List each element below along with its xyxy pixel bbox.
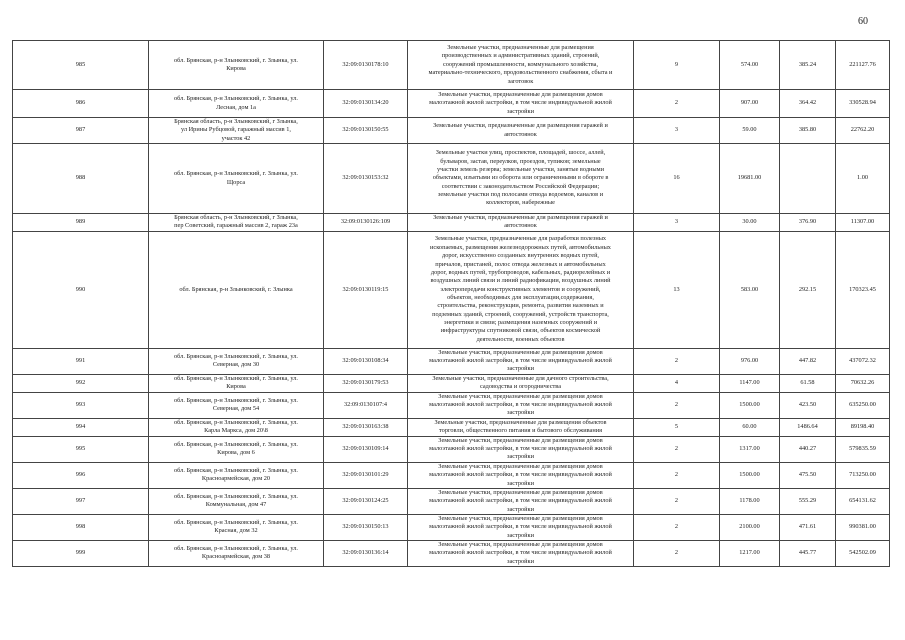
cadastral-value: 635250.00: [836, 392, 890, 418]
table-row: [13, 231, 890, 348]
permitted-use: Земельные участки, предназначенные для размещения домов малоэтажной жилой застройки, в том числе индивидуальной жилой застройки: [408, 540, 634, 566]
parcel-area: 59.00: [720, 118, 780, 144]
table-row: [13, 514, 890, 540]
specific-value: 61.58: [780, 374, 836, 392]
row-number: 988: [13, 144, 149, 214]
parcel-address: обл. Брянская, р-н Злынковский, г. Злынка, ул. Красная, дом 32: [149, 514, 324, 540]
parcel-area: 1147.00: [720, 374, 780, 392]
row-number: 999: [13, 540, 149, 566]
parcel-area: 1217.00: [720, 540, 780, 566]
use-group: 2: [634, 462, 720, 488]
specific-value: 423.50: [780, 392, 836, 418]
row-number: 987: [13, 118, 149, 144]
parcel-area: 574.00: [720, 41, 780, 90]
row-number: 992: [13, 374, 149, 392]
cadastral-number: 32:09:0130134:20: [324, 90, 408, 118]
use-group: 16: [634, 144, 720, 214]
cadastral-number: 32:09:0130179:53: [324, 374, 408, 392]
row-number: 997: [13, 488, 149, 514]
use-group: 2: [634, 348, 720, 374]
cadastral-number: 32:09:0130119:15: [324, 231, 408, 348]
parcel-address: обл. Брянская, р-н Злынковский, г. Злынка, ул. Лесная, дом 1а: [149, 90, 324, 118]
row-number: 986: [13, 90, 149, 118]
use-group: 2: [634, 90, 720, 118]
specific-value: 364.42: [780, 90, 836, 118]
permitted-use: Земельные участки, предназначенные для размещения домов малоэтажной жилой застройки, в том числе индивидуальной жилой застройки: [408, 488, 634, 514]
cadastral-value: 221127.76: [836, 41, 890, 90]
parcel-address: обл. Брянская, р-н Злынковский, г. Злынка: [149, 231, 324, 348]
cadastral-value: 1.00: [836, 144, 890, 214]
parcel-address: обл. Брянская, р-н Злынковский, г. Злынка, ул. Коммунальная, дом 47: [149, 488, 324, 514]
permitted-use: Земельные участки, предназначенные для дачного строительства, садоводства и огородничества: [408, 374, 634, 392]
parcel-address: обл. Брянская, р-н Злынковский, г. Злынка, ул. Красноармейская, дом 20: [149, 462, 324, 488]
row-number: 989: [13, 214, 149, 232]
row-number: 993: [13, 392, 149, 418]
parcel-address: обл. Брянская, р-н Злынковский, г. Злынка, ул. Карла Маркса, дом 20\8: [149, 418, 324, 436]
cadastral-number: 32:09:0130163:38: [324, 418, 408, 436]
parcel-address: обл. Брянская, р-н Злынковский, г. Злынка, ул. Северная, дом 30: [149, 348, 324, 374]
specific-value: 447.82: [780, 348, 836, 374]
permitted-use: Земельные участки, предназначенные для размещения домов малоэтажной жилой застройки, в том числе индивидуальной жилой застройки: [408, 90, 634, 118]
use-group: 2: [634, 540, 720, 566]
cadastral-number: 32:09:0130126:109: [324, 214, 408, 232]
parcel-area: 2100.00: [720, 514, 780, 540]
parcel-area: 583.00: [720, 231, 780, 348]
cadastral-value: 713250.00: [836, 462, 890, 488]
parcel-area: 1500.00: [720, 392, 780, 418]
specific-value: 385.80: [780, 118, 836, 144]
table-row: [13, 348, 890, 374]
use-group: 9: [634, 41, 720, 90]
parcel-area: 1317.00: [720, 436, 780, 462]
permitted-use: Земельные участки, предназначенные для размещения домов малоэтажной жилой застройки, в том числе индивидуальной жилой застройки: [408, 462, 634, 488]
parcel-address: обл. Брянская, р-н Злынковский, г. Злынка, ул. Кирова: [149, 374, 324, 392]
parcel-address: обл. Брянская, р-н Злынковский, г. Злынка, ул. Северная, дом 54: [149, 392, 324, 418]
row-number: 985: [13, 41, 149, 90]
page-number: 60: [858, 16, 868, 27]
specific-value: 1486.64: [780, 418, 836, 436]
specific-value: 475.50: [780, 462, 836, 488]
parcel-area: 1500.00: [720, 462, 780, 488]
table-row: [13, 90, 890, 118]
row-number: 995: [13, 436, 149, 462]
specific-value: 292.15: [780, 231, 836, 348]
permitted-use: Земельные участки, предназначенные для размещения гаражей и автостоянок: [408, 214, 634, 232]
use-group: 13: [634, 231, 720, 348]
permitted-use: Земельные участки, предназначенные для размещения домов малоэтажной жилой застройки, в том числе индивидуальной жилой застройки: [408, 348, 634, 374]
parcel-address: обл. Брянская, р-н Злынковский, г. Злынка, ул. Кирова: [149, 41, 324, 90]
cadastral-number: 32:09:0130178:10: [324, 41, 408, 90]
cadastral-number: 32:09:0130136:14: [324, 540, 408, 566]
table-row: [13, 144, 890, 214]
table-row: [13, 214, 890, 232]
specific-value: 445.77: [780, 540, 836, 566]
parcel-area: 60.00: [720, 418, 780, 436]
row-number: 998: [13, 514, 149, 540]
use-group: 2: [634, 488, 720, 514]
specific-value: 385.24: [780, 41, 836, 90]
specific-value: 555.29: [780, 488, 836, 514]
parcel-area: 907.00: [720, 90, 780, 118]
use-group: 3: [634, 214, 720, 232]
cadastral-value: 11307.00: [836, 214, 890, 232]
row-number: 991: [13, 348, 149, 374]
use-group: 5: [634, 418, 720, 436]
table-row: [13, 540, 890, 566]
row-number: 990: [13, 231, 149, 348]
specific-value: [780, 144, 836, 214]
use-group: 2: [634, 514, 720, 540]
cadastral-value: 579835.59: [836, 436, 890, 462]
parcel-address: обл. Брянская, р-н Злынковский, г. Злынка, ул. Щорса: [149, 144, 324, 214]
cadastral-value: 22762.20: [836, 118, 890, 144]
cadastral-value: 990381.00: [836, 514, 890, 540]
parcel-area: 1178.00: [720, 488, 780, 514]
use-group: 2: [634, 392, 720, 418]
cadastral-number: 32:09:0130153:32: [324, 144, 408, 214]
parcel-address: обл. Брянская, р-н Злынковский, г. Злынка, ул. Кирова, дом 6: [149, 436, 324, 462]
specific-value: 376.90: [780, 214, 836, 232]
use-group: 4: [634, 374, 720, 392]
parcel-area: 976.00: [720, 348, 780, 374]
permitted-use: Земельные участки, предназначенные для размещения домов малоэтажной жилой застройки, в том числе индивидуальной жилой застройки: [408, 436, 634, 462]
permitted-use: Земельные участки, предназначенные для размещения домов малоэтажной жилой застройки, в том числе индивидуальной жилой застройки: [408, 514, 634, 540]
permitted-use: Земельные участки, предназначенные для разработки полезных ископаемых, размещения железнодорожных путей, автомобильных дорог, искусственно созданных внутренних водных путей, причалов, пристаней, полос отвода железных и автомобильных дорог, водных путей, трубопроводов, кабельных, радиорелейных и воздушных линий связи и линий радиофикации, воздушных линий электропередачи конструктивных элементов и сооружений, объектов, необходимых для эксплуатации,содержания, строительства, реконструкции, ремонта, развития наземных и подземных зданий, строений, сооружений, устройств транспорта, энергетики и связи; размещения наземных сооружений и инфраструктуры спутниковой связи, объектов космической деятельности, военных объектов: [408, 231, 634, 348]
cadastral-number: 32:09:0130124:25: [324, 488, 408, 514]
cadastral-number: 32:09:0130109:14: [324, 436, 408, 462]
parcel-area: 30.00: [720, 214, 780, 232]
cadastral-value: 89198.40: [836, 418, 890, 436]
use-group: 3: [634, 118, 720, 144]
cadastral-number: 32:09:0130107:4: [324, 392, 408, 418]
parcel-address: Брянская область, р-н Злынковский, г Злынка, ул Ирины Рубцовой, гаражный массив 1, участок 42: [149, 118, 324, 144]
cadastral-value: 70632.26: [836, 374, 890, 392]
cadastral-value: 542502.09: [836, 540, 890, 566]
table-row: [13, 392, 890, 418]
cadastral-number: 32:09:0130108:34: [324, 348, 408, 374]
table-row: [13, 41, 890, 90]
parcel-address: обл. Брянская, р-н Злынковский, г. Злынка, ул. Красноармейская, дом 38: [149, 540, 324, 566]
specific-value: 471.61: [780, 514, 836, 540]
permitted-use: Земельные участки, предназначенные для размещения домов малоэтажной жилой застройки, в том числе индивидуальной жилой застройки: [408, 392, 634, 418]
permitted-use: Земельные участки, предназначенные для размещения гаражей и автостоянок: [408, 118, 634, 144]
table-row: [13, 374, 890, 392]
table-row: [13, 436, 890, 462]
permitted-use: Земельные участки улиц, проспектов, площадей, шоссе, аллей, бульваров, застав, переулков, проездов, тупиков; земельные участки земель резерва; земельные участки, занятые водными объектами, изъятыми из оборота или ограниченными в обороте в соответствии с законодательством Российской Федерации; земельные участки под полосами отвода водоемов, каналов и коллекторов, набережные: [408, 144, 634, 214]
cadastral-number: 32:09:0130150:55: [324, 118, 408, 144]
specific-value: 440.27: [780, 436, 836, 462]
use-group: 2: [634, 436, 720, 462]
permitted-use: Земельные участки, предназначенные для размещения объектов торговли, общественного питания и бытового обслуживания: [408, 418, 634, 436]
cadastral-value: 654131.62: [836, 488, 890, 514]
row-number: 996: [13, 462, 149, 488]
parcel-address: Брянская область, р-н Злынковский, г Злынка, пер Советский, гаражный массив 2, гараж 23а: [149, 214, 324, 232]
table-row: [13, 488, 890, 514]
cadastral-value: 170323.45: [836, 231, 890, 348]
cadastral-number: 32:09:0130101:29: [324, 462, 408, 488]
table-row: [13, 418, 890, 436]
cadastral-value: 330528.94: [836, 90, 890, 118]
row-number: 994: [13, 418, 149, 436]
cadastral-value: 437072.32: [836, 348, 890, 374]
table-body: [13, 41, 890, 567]
table-row: [13, 118, 890, 144]
parcel-area: 19681.00: [720, 144, 780, 214]
permitted-use: Земельные участки, предназначенные для размещения производственных и административных зданий, строений, сооружений промышленности, коммунального хозяйства, материально-технического, продовольственного снабжения, сбыта и заготовок: [408, 41, 634, 90]
cadastral-value-table: [12, 40, 890, 567]
table-row: [13, 462, 890, 488]
cadastral-number: 32:09:0130150:13: [324, 514, 408, 540]
